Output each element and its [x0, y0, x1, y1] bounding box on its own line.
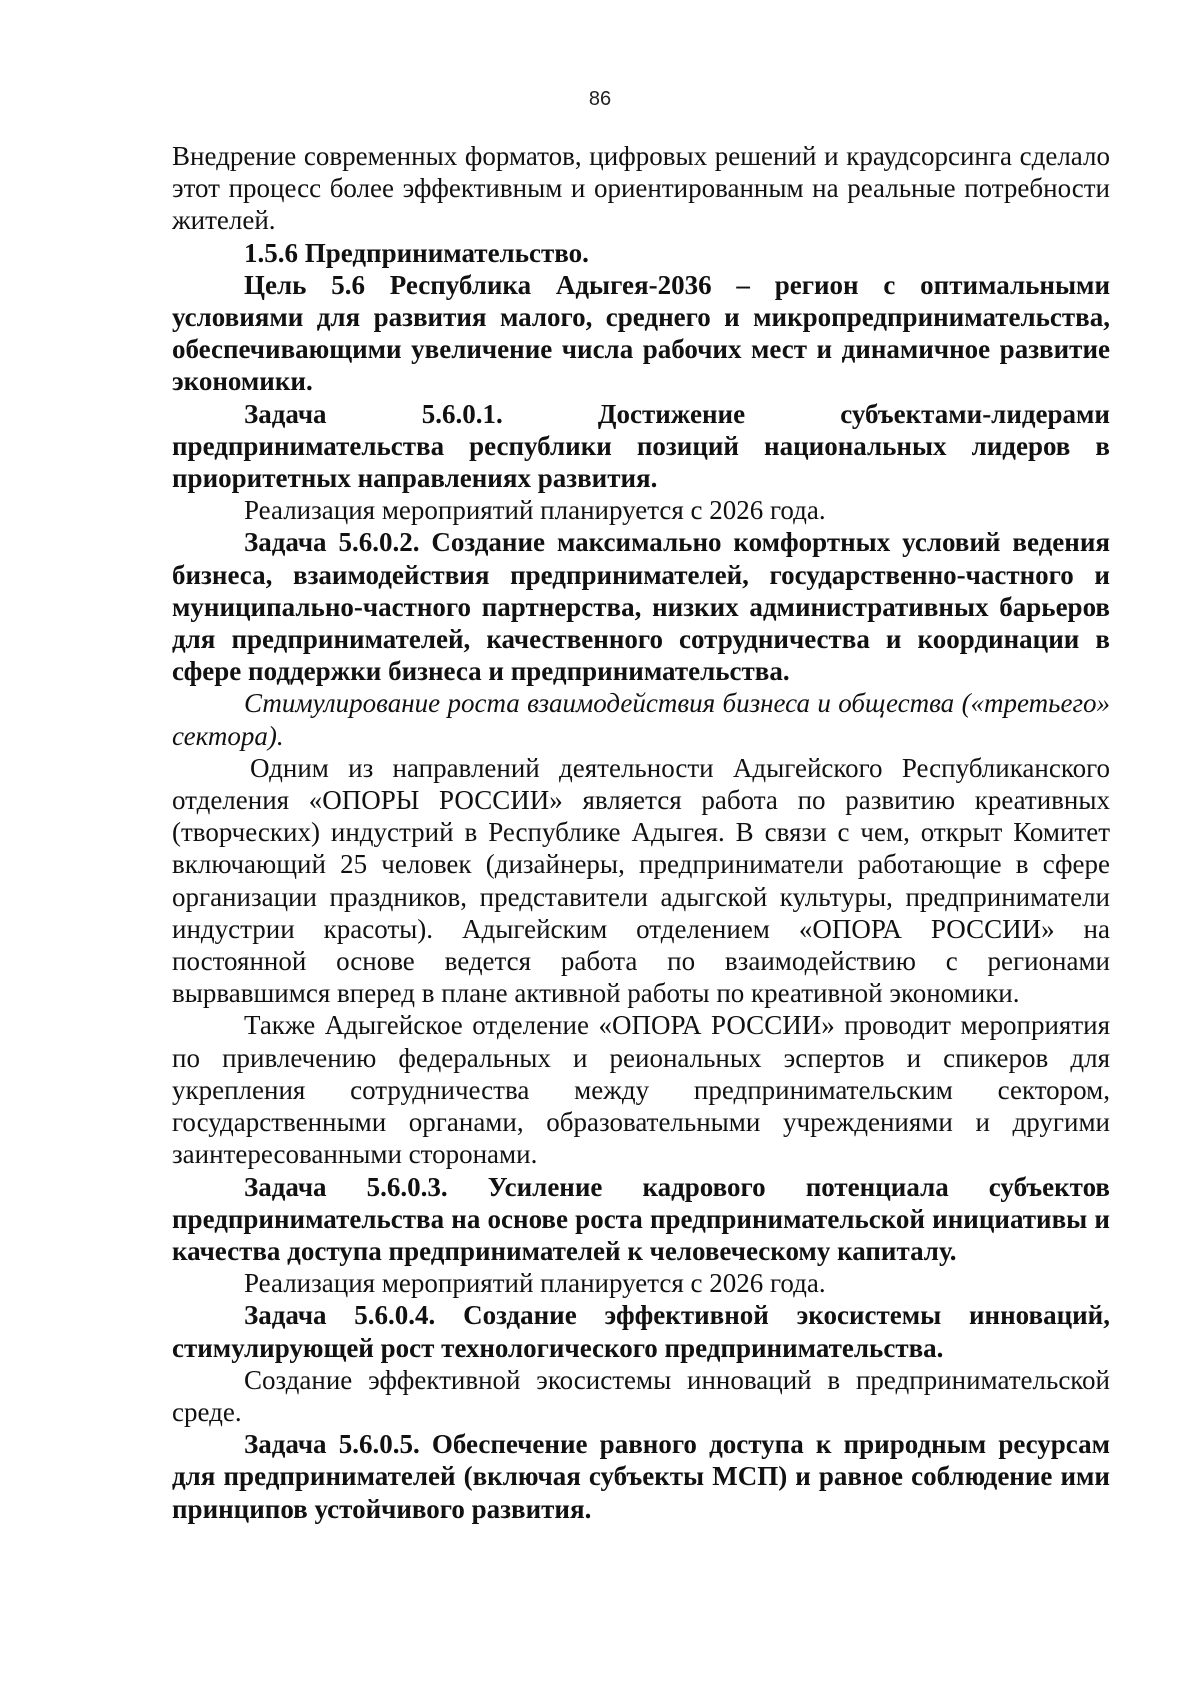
implementation-note-1: Реализация мероприятий планируется с 2026 года. — [244, 495, 826, 526]
task-5-6-0-4: Задача 5.6.0.4. Создание эффективной экосистемы инноваций, стимулирующей рост технологического предпринимательства. — [172, 1300, 1110, 1363]
opora-events-paragraph: Также Адыгейское отделение «ОПОРА РОССИИ» проводит мероприятия по привлечению федеральных и реиональных эспертов и спикеров для укрепления сотрудничества между предпринимательским сектором, государственными органами, образовательными учреждениями и другими заинтересованными сторонами. — [172, 1010, 1110, 1170]
goal-paragraph: Цель 5.6 Республика Адыгея-2036 – регион с оптимальными условиями для развития малого, среднего и микропредпринимательства, обеспечивающими увеличение числа рабочих мест и динамичное развитие экономики. — [172, 269, 1110, 397]
task-5-6-0-2: Задача 5.6.0.2. Создание максимально комфортных условий ведения бизнеса, взаимодействия предпринимателей, государственно-частного и муниципально-частного партнерства, низких административных барьеров для предпринимателей, качественного сотрудничества и координации в сфере поддержки бизнеса и предпринимательства. — [172, 527, 1110, 687]
page-number: 86 — [588, 88, 612, 110]
subheading-stimulation: Стимулирование роста взаимодействия бизнеса и общества («третьего» сектора). — [172, 688, 1110, 751]
ecosystem-paragraph: Создание эффективной экосистемы инноваций в предпринимательской среде. — [172, 1364, 1110, 1427]
page-body — [172, 140, 1110, 1525]
section-heading: 1.5.6 Предпринимательство. — [244, 237, 589, 268]
intro-paragraph: Внедрение современных форматов, цифровых решений и краудсорсинга сделало этот процесс более эффективным и ориентированным на реальные потребности жителей. — [172, 141, 1110, 236]
task-5-6-0-5: Задача 5.6.0.5. Обеспечение равного доступа к природным ресурсам для предпринимателей (включая субъекты МСП) и равное соблюдение ими принципов устойчивого развития. — [172, 1429, 1110, 1524]
task-5-6-0-3: Задача 5.6.0.3. Усиление кадрового потенциала субъектов предпринимательства на основе роста предпринимательской инициативы и качества доступа предпринимателей к человеческому капиталу. — [172, 1171, 1110, 1266]
task-5-6-0-1: Задача 5.6.0.1. Достижение субъектами-лидерами предпринимательства республики позиций национальных лидеров в приоритетных направлениях развития. — [172, 398, 1110, 494]
opora-paragraph: Одним из направлений деятельности Адыгейского Республиканского отделения «ОПОРЫ РОССИИ» является работа по развитию креативных (творческих) индустрий в Республике Адыгея. В связи с чем, открыт Комитет включающий 25 человек (дизайнеры, предприниматели работающие в сфере организации праздников, представители адыгской культуры, предприниматели индустрии красоты). Адыгейским отделением «ОПОРА РОССИИ» на постоянной основе ведется работа по взаимодействию с регионами вырвавшимся вперед в плане активной работы по креативной экономики. — [172, 752, 1110, 1009]
implementation-note-2: Реализация мероприятий планируется с 2026 года. — [244, 1268, 826, 1299]
